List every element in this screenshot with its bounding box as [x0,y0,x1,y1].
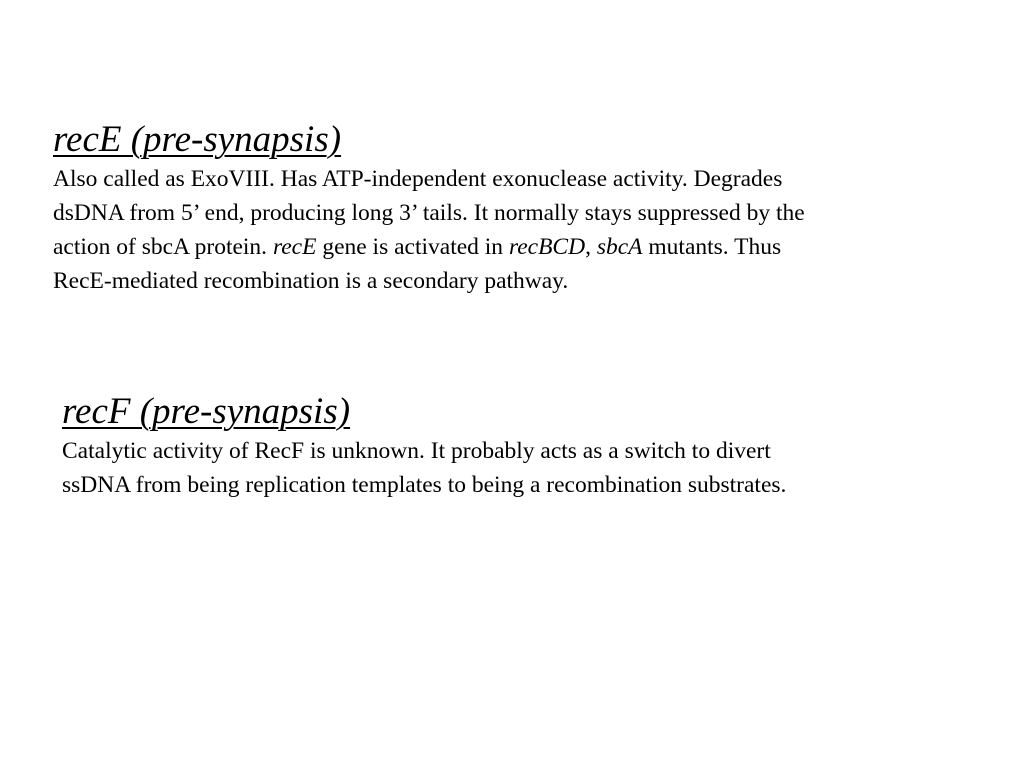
gene-name-rece: recE [272,234,317,260]
recf-heading: recF (pre-synapsis) [62,391,351,432]
gene-name-recbcd: recBCD [508,234,586,260]
rece-line-3-text-c: mutants. Thus [642,234,782,260]
recf-description [62,434,992,502]
rece-line-3-separator: , [585,234,597,260]
rece-line-1: Also called as ExoVIII. Has ATP-independent exonuclease activity. Degrades [53,166,783,192]
rece-line-3 [53,230,993,264]
rece-line-3-text-a: action of sbcA protein. [53,234,273,260]
recf-line-2: ssDNA from being replication templates to being a recombination substrates. [62,472,787,498]
recf-line-1: Catalytic activity of RecF is unknown. It probably acts as a switch to divert [62,438,771,464]
rece-description [53,162,993,298]
recf-section [62,390,992,502]
rece-line-3-text-b: gene is activated in [316,234,509,260]
gene-name-sbca: sbcA [596,234,643,260]
rece-section [53,118,993,298]
rece-line-4: RecE-mediated recombination is a secondary pathway. [53,268,569,294]
rece-line-2: dsDNA from 5’ end, producing long 3’ tails. It normally stays suppressed by the [53,200,805,226]
rece-heading: recE (pre-synapsis) [53,119,342,160]
